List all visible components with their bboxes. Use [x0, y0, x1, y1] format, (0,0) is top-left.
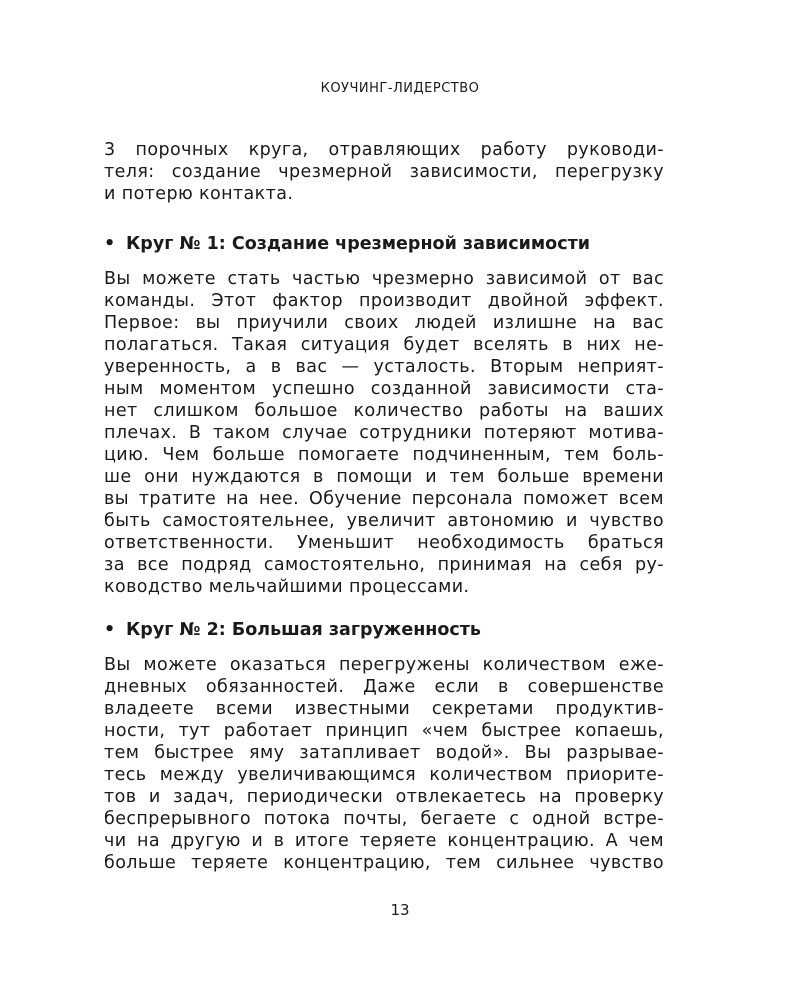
paragraph-line: плечах. В таком случае сотрудники потеряют мотива-: [104, 423, 664, 443]
paragraph-line: уверенность, а в вас — усталость. Вторым неприят-: [104, 357, 664, 377]
paragraph-line: ности, тут работает принцип «чем быстрее копаешь,: [104, 721, 664, 741]
paragraph-line: дневных обязанностей. Даже если в совершенстве: [104, 677, 664, 697]
paragraph-line: вы тратите на нее. Обучение персонала поможет всем: [104, 489, 664, 509]
section-heading-text: Круг № 1: Создание чрезмерной зависимости: [126, 234, 590, 254]
paragraph-line: тесь между увеличивающимся количеством приорите-: [104, 765, 664, 785]
paragraph-line: ным моментом успешно созданной зависимости ста-: [104, 379, 664, 399]
bullet-icon: •: [104, 620, 116, 640]
paragraph-line: полагаться. Такая ситуация будет вселять в них не-: [104, 335, 664, 355]
paragraph-line: Вы можете стать частью чрезмерно зависимой от вас: [104, 269, 664, 289]
section-heading-1: [104, 233, 664, 255]
paragraph-line: владеете всеми известными секретами продуктив-: [104, 699, 664, 719]
paragraph-line: беспрерывного потока почты, бегаете с одной встре-: [104, 809, 664, 829]
paragraph-line: Вы можете оказаться перегружены количеством еже-: [104, 655, 664, 675]
paragraph-line: за все подряд самостоятельно, принимая на себя ру-: [104, 555, 664, 575]
paragraph-line: ше они нуждаются в помощи и тем больше времени: [104, 467, 664, 487]
page-number: 13: [390, 901, 410, 919]
paragraph-line: нет слишком большое количество работы на ваших: [104, 401, 664, 421]
intro-line: теля: создание чрезмерной зависимости, перегрузку: [104, 162, 664, 182]
section-heading-text: Круг № 2: Большая загруженность: [126, 620, 481, 640]
paragraph-line: быть самостоятельнее, увеличит автономию и чувство: [104, 511, 664, 531]
running-head: КОУЧИНГ-ЛИДЕРСТВО: [320, 81, 480, 96]
paragraph-line: команды. Этот фактор производит двойной эффект.: [104, 291, 664, 311]
paragraph-line: ководство мельчайшими процессами.: [104, 577, 470, 597]
section-heading-2: [104, 619, 664, 641]
paragraph-line: цию. Чем больше помогаете подчиненным, тем боль-: [104, 445, 664, 465]
paragraph-line: ответственности. Уменьшит необходимость браться: [104, 533, 664, 553]
bullet-icon: •: [104, 234, 116, 254]
paragraph-line: чи на другую и в итоге теряете концентрацию. А чем: [104, 831, 664, 851]
intro-line: и потерю контакта.: [104, 184, 294, 204]
paragraph-line: тов и задач, периодически отвлекаетесь на проверку: [104, 787, 664, 807]
intro-line: 3 порочных круга, отравляющих работу руководи-: [104, 140, 664, 160]
paragraph-line: тем быстрее яму затапливает водой». Вы разрывае-: [104, 743, 664, 763]
paragraph-line: Первое: вы приучили своих людей излишне на вас: [104, 313, 664, 333]
paragraph-line: больше теряете концентрацию, тем сильнее чувство: [104, 853, 664, 873]
